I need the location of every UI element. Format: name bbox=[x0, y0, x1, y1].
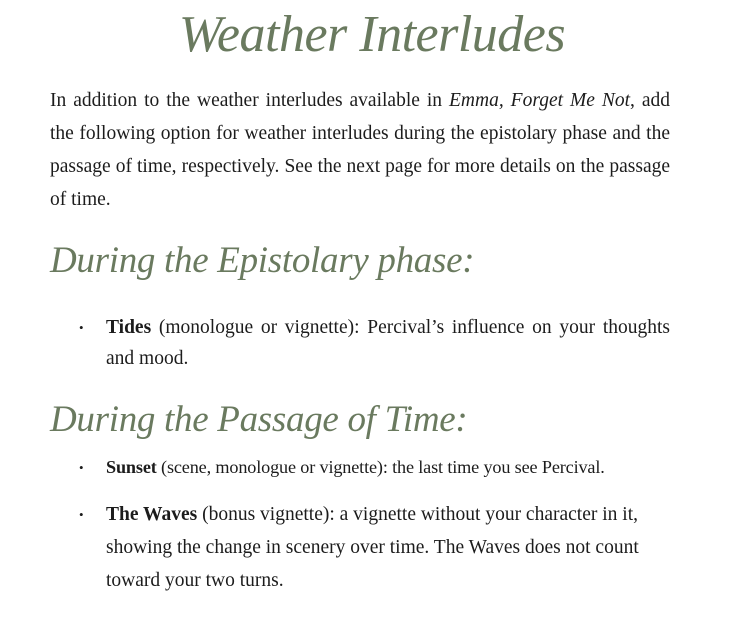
bullet-icon: • bbox=[79, 460, 84, 475]
intro-text-after: , add the following option for weather interludes during the epistolary phase and the passage of time, respectively. See the next page for more details on the passage of time. bbox=[50, 90, 671, 210]
intro-text-before: In addition to the weather interludes available in bbox=[50, 90, 449, 111]
list-item-text bbox=[106, 498, 670, 597]
item-description: (monologue or vignette): Percival’s influence on your thoughts and mood. bbox=[106, 317, 670, 369]
item-name: Sunset bbox=[106, 457, 157, 477]
item-description: (bonus vignette): a vignette without your character in it, showing the change in scenery over time. The Waves does not count toward your two turns. bbox=[106, 504, 639, 591]
epistolary-heading: During the Epistolary phase: bbox=[50, 240, 475, 281]
page-title: Weather Interludes bbox=[178, 6, 566, 63]
bullet-icon: • bbox=[79, 320, 84, 335]
item-name: The Waves bbox=[106, 504, 198, 525]
book-title: Emma, Forget Me Not bbox=[449, 90, 631, 111]
bullet-icon: • bbox=[79, 507, 84, 522]
list-item-text bbox=[106, 452, 670, 483]
item-description: (scene, monologue or vignette): the last time you see Percival. bbox=[156, 457, 605, 477]
intro-paragraph bbox=[50, 84, 670, 216]
passage-of-time-heading: During the Passage of Time: bbox=[50, 399, 468, 440]
list-item-text bbox=[106, 312, 670, 374]
item-name: Tides bbox=[106, 317, 152, 338]
